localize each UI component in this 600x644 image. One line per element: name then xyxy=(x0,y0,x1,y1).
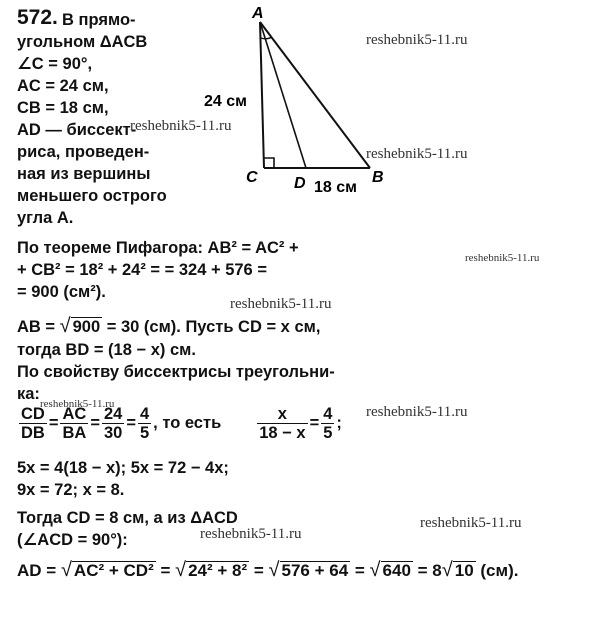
radicand: 576 + 64 xyxy=(281,561,349,580)
solution-line: По теореме Пифагора: AB² = AC² + xyxy=(17,239,299,257)
solution-line: Тогда CD = 8 см, а из ΔACD xyxy=(17,509,238,527)
statement-line: угла A. xyxy=(17,209,74,227)
watermark: reshebnik5-11.ru xyxy=(130,118,232,134)
solution-line: = 900 (см²). xyxy=(17,283,106,301)
side-cb-length: 18 см xyxy=(314,179,357,196)
solution-line-ad: AD = √ AC² + CD² = √ 24² + 8² = √ 576 + 64 = √ 640 = 8√ 10 (см). xyxy=(17,559,519,581)
sqrt-sign: √ xyxy=(59,315,71,337)
problem-number: 572. xyxy=(17,6,58,29)
watermark: reshebnik5-11.ru xyxy=(366,146,468,162)
statement-line: AC = 24 см, xyxy=(17,77,109,95)
watermark: reshebnik5-11.ru xyxy=(420,515,522,531)
solution-line-ab: AB = √ 900 = 30 (см). Пусть CD = x см, xyxy=(17,315,321,337)
bisector-ad xyxy=(260,22,306,168)
statement-line: AD — биссект- xyxy=(17,121,137,139)
solution-line: 9x = 72; x = 8. xyxy=(17,481,125,499)
watermark: reshebnik5-11.ru xyxy=(200,526,302,542)
statement-line: риса, проведен- xyxy=(17,143,150,161)
solution-line: + CB² = 18² + 24² = = 324 + 576 = xyxy=(17,261,267,279)
vertex-c-label: C xyxy=(246,169,258,186)
fraction: $\frac{x}{18 - x}$ xyxy=(259,405,306,442)
watermark: reshebnik5-11.ru xyxy=(465,252,540,264)
watermark: reshebnik5-11.ru xyxy=(230,296,332,312)
statement-line: меньшего острого xyxy=(17,187,167,205)
angle-mark xyxy=(261,37,272,39)
solution-line: (∠ACD = 90°): xyxy=(17,531,128,549)
radicand: AC² + CD² xyxy=(73,561,154,580)
fraction: $\frac{AC}{BA}$ xyxy=(62,405,87,442)
statement-line: CB = 18 см, xyxy=(17,99,109,117)
solution-line: ка: xyxy=(17,385,40,403)
radicand: 10 xyxy=(454,561,474,580)
fraction: $\frac{CD}{DB}$ xyxy=(21,405,45,442)
side-ac xyxy=(260,22,264,168)
sqrt-sign: √ xyxy=(441,559,453,581)
sqrt-sign: √ xyxy=(60,559,72,581)
vertex-a-label: A xyxy=(252,5,264,22)
triangle-figure xyxy=(190,0,430,200)
vertex-b-label: B xyxy=(372,169,384,186)
radicand: 24² + 8² xyxy=(188,561,248,580)
right-angle-mark xyxy=(264,158,274,168)
statement-line: В прямо- xyxy=(62,11,136,29)
statement-line: ∠C = 90°, xyxy=(17,55,93,73)
radicand: 900 xyxy=(72,318,101,336)
side-ab xyxy=(260,22,370,168)
watermark: reshebnik5-11.ru xyxy=(366,32,468,48)
solution-line: По свойству биссектрисы треугольни- xyxy=(17,363,335,381)
sqrt-sign: √ xyxy=(268,559,280,581)
sqrt-sign: √ xyxy=(369,559,381,581)
fraction: $\frac{24}{30}$ xyxy=(103,405,123,442)
radicand: 640 xyxy=(382,561,411,580)
vertex-d-label: D xyxy=(294,175,306,192)
statement-line: ная из вершины xyxy=(17,165,151,183)
solution-line: 5x = 4(18 − x); 5x = 72 − 4x; xyxy=(17,459,229,477)
watermark: reshebnik5-11.ru xyxy=(40,398,115,410)
fraction: $\frac{4}{5}$ xyxy=(139,405,150,442)
watermark: reshebnik5-11.ru xyxy=(366,404,468,420)
bisector-ratio-line: $\frac{CD}{DB}$ = $\frac{AC}{BA}$ = $\frac{24}{30}$ = $\frac{4}{5}$ , то есть $\frac{x}{18 - x}$ = $\frac{4}{5}$ ; xyxy=(21,405,342,442)
side-ac-length: 24 см xyxy=(204,93,247,110)
sqrt-sign: √ xyxy=(175,559,187,581)
fraction: $\frac{4}{5}$ xyxy=(323,405,333,442)
statement-line: угольном ΔACB xyxy=(17,33,148,51)
solution-line: тогда BD = (18 − x) см. xyxy=(17,341,196,359)
